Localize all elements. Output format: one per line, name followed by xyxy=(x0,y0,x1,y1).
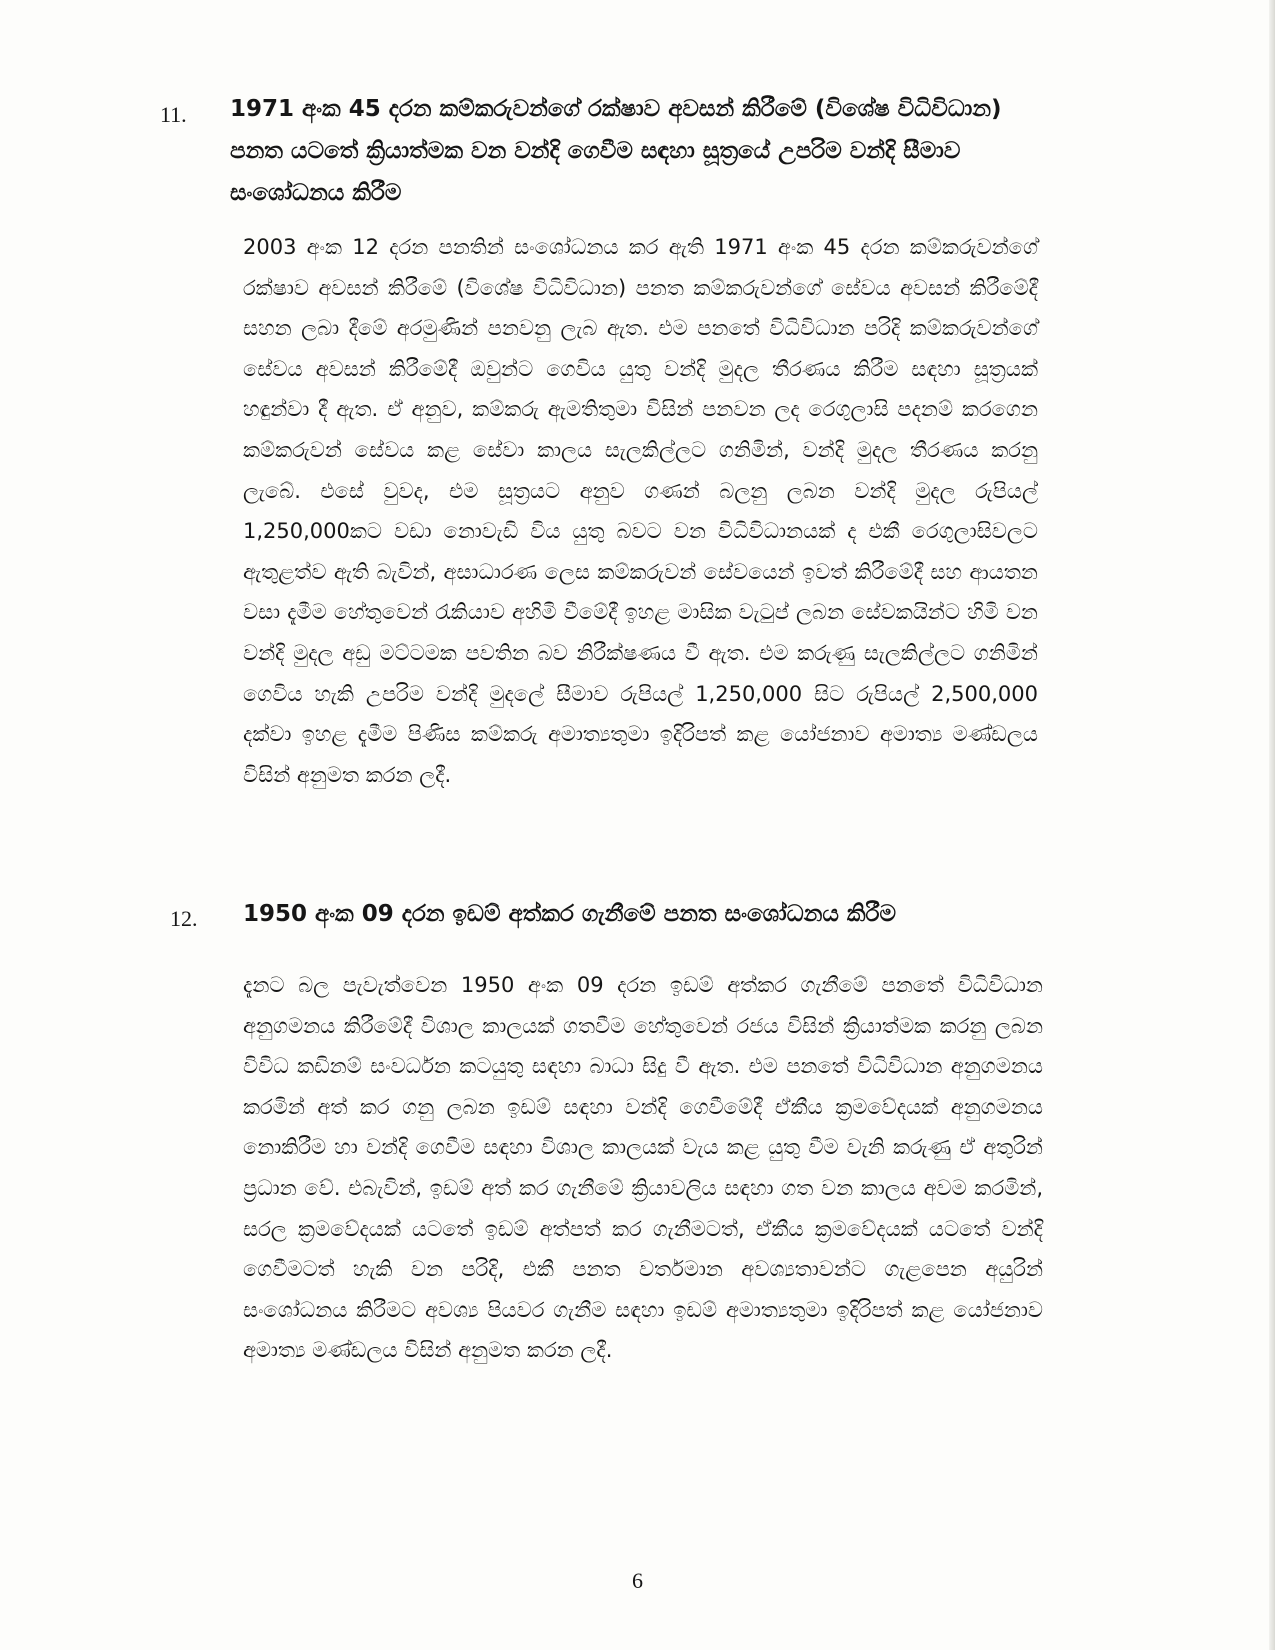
scan-edge xyxy=(1269,0,1275,1650)
page-number: 6 xyxy=(632,1568,643,1593)
section-number: 12. xyxy=(170,906,198,931)
section-heading: 1950 අංක 09 දරන ඉඩම් අත්කර ගැනීමේ පනත සංශෝධනය කිරීම xyxy=(243,901,897,927)
section-heading: 1971 අංක 45 දරන කම්කරුවන්ගේ රක්ෂාව අවසන් කිරීමේ (විශේෂ විධිවිධාන) පනත යටතේ ක්‍රියාත්මක වන වන්දි ගෙවීම සඳහා සූත්‍රයේ උපරිම වන්දි සීමාව සංශෝධනය කිරීම xyxy=(230,96,1002,206)
section-body: දැනට බල පැවැත්වෙන 1950 අංක 09 දරන ඉඩම් අත්කර ගැනීමේ පනතේ විධිවිධාන අනුගමනය කිරීමේදී විශාල කාලයක් ගතවීම හේතුවෙන් රජය විසින් ක්‍රියාත්මක කරනු ලබන විවිධ කඩිනම් සංවර්ධන කටයුතු සඳහා බාධා සිදු වී ඇත. එම පනතේ විධිවිධාන අනුගමනය කරමින් අත් කර ගනු ලබන ඉඩම් සඳහා වන්දි ගෙවීමේදී ඒකීය ක්‍රමවේදයක් අනුගමනය නොකිරීම හා වන්දි ගෙවීම සඳහා විශාල කාලයක් වැය කළ යුතු වීම වැනි කරුණු ඒ අතුරින් ප්‍රධාන වේ. එබැවින්, ඉඩම් අත් කර ගැනීමේ ක්‍රියාවලිය සඳහා ගත වන කාලය අවම කරමින්, සරල ක්‍රමවේදයක් යටතේ ඉඩම් අත්පත් කර ගැනීමටත්, ඒකීය ක්‍රමවේදයක් යටතේ වන්දි ගෙවීමටත් හැකි වන පරිදි, එකී පනත වර්තමාන අවශ්‍යතාවන්ට ගැළපෙන අයුරින් සංශෝධනය කිරීමට අවශ්‍ය පියවර ගැනීම සඳහා ඉඩම් අමාත්‍යතුමා ඉදිරිපත් කළ යෝජනාව අමාත්‍ය මණ්ඩලය විසින් අනුමත කරන ලදී. xyxy=(243,973,1043,1363)
section-body: 2003 අංක 12 දරන පනතින් සංශෝධනය කර ඇති 1971 අංක 45 දරන කම්කරුවන්ගේ රක්ෂාව අවසන් කිරීමේ (විශේෂ විධිවිධාන) පනත කම්කරුවන්ගේ සේවය අවසන් කිරීමේදී සහන ලබා දීමේ අරමුණින් පනවනු ලැබ ඇත. එම පනතේ විධිවිධාන පරිදි කම්කරුවන්ගේ සේවය අවසන් කිරීමේදී ඔවුන්ට ගෙවිය යුතු වන්දි මුදල තීරණය කිරීම සඳහා සූත්‍රයක් හඳුන්වා දී ඇත. ඒ අනුව, කම්කරු ඇමතිතුමා විසින් පනවන ලද රෙගුලාසි පදනම් කරගෙන කම්කරුවන් සේවය කළ සේවා කාලය සැලකිල්ලට ගනිමින්, වන්දි මුදල තීරණය කරනු ලැබේ. එසේ වුවද, එම සූත්‍රයට අනුව ගණන් බලනු ලබන වන්දි මුදල රුපියල් 1,250,000කට වඩා නොවැඩි විය යුතු බවට වන විධිවිධානයක් ද එකී රෙගුලාසිවලට ඇතුළත්ව ඇති බැවින්, අසාධාරණ ලෙස කම්කරුවන් සේවයෙන් ඉවත් කිරීමේදී සහ ආයතන වසා දැමීම හේතුවෙන් රැකියාව අහිමි වීමේදී ඉහළ මාසික වැටුප් ලබන සේවකයින්ට හිමි වන වන්දි මුදල අඩු මට්ටමක පවතින බව නිරීක්ෂණය වී ඇත. එම කරුණු සැලකිල්ලට ගනිමින් ගෙවිය හැකි උපරිම වන්දි මුදලේ සීමාව රුපියල් 1,250,000 සිට රුපියල් 2,500,000 දක්වා ඉහළ දැමීම පිණිස කම්කරු අමාත්‍යතුමා ඉදිරිපත් කළ යෝජනාව අමාත්‍ය මණ්ඩලය විසින් අනුමත කරන ලදී. xyxy=(243,235,1038,787)
section-number: 11. xyxy=(160,102,187,127)
